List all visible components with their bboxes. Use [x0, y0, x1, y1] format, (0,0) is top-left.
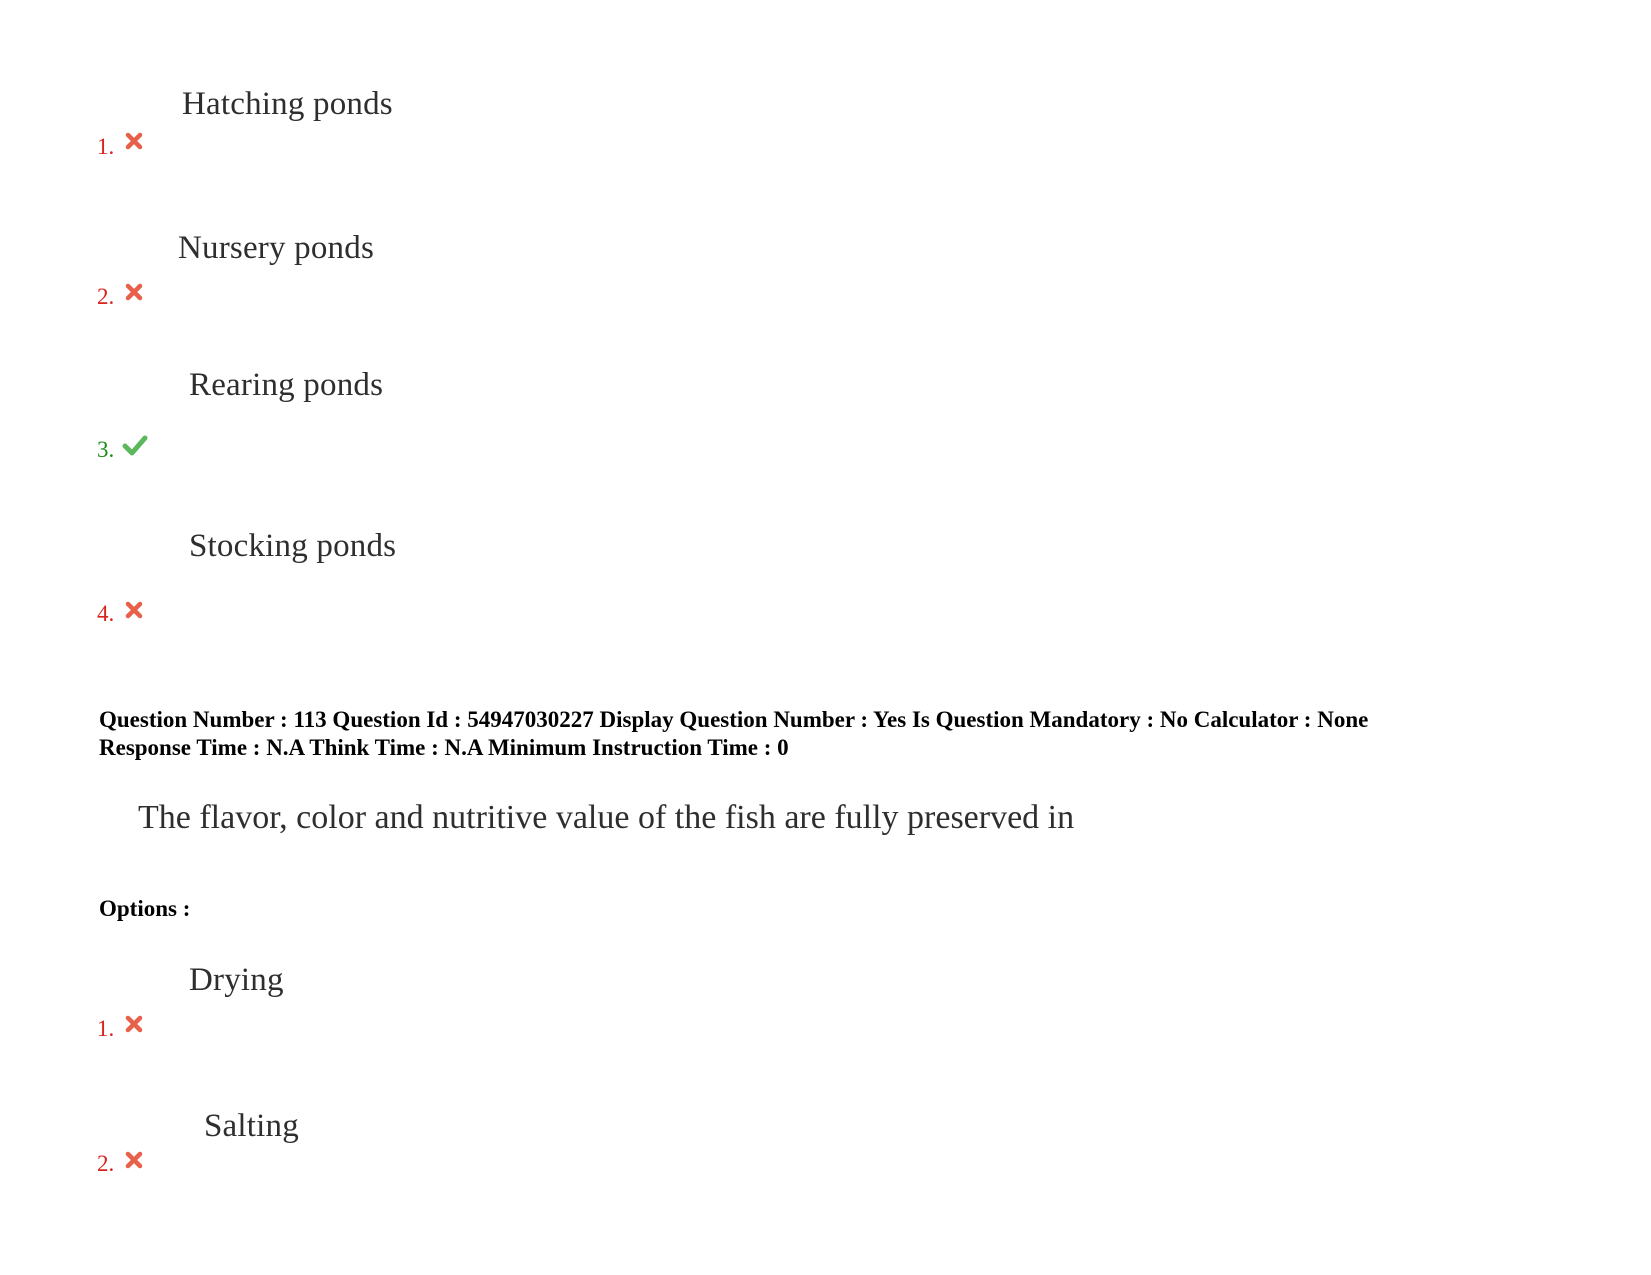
- option-number: 3.: [97, 437, 115, 462]
- cross-icon: [125, 132, 143, 150]
- question-meta-line1: Question Number : 113 Question Id : 54947030227 Display Question Number : Yes Is Question Mandatory : No Calculator : None: [99, 707, 1369, 732]
- question-text: The flavor, color and nutritive value of the fish are fully preserved in: [138, 799, 1075, 836]
- cross-icon: [125, 601, 143, 619]
- option-image-text: Nursery ponds: [178, 230, 374, 266]
- question-meta-line2: Response Time : N.A Think Time : N.A Minimum Instruction Time : 0: [99, 735, 789, 760]
- option-image-text: Salting: [204, 1108, 299, 1144]
- options-label: Options :: [99, 896, 191, 921]
- cross-icon: [125, 1015, 143, 1033]
- option-number: 1.: [97, 1016, 115, 1041]
- option-number: 2.: [97, 284, 115, 309]
- check-icon: [122, 434, 148, 456]
- option-image-text: Rearing ponds: [189, 367, 384, 403]
- option-image-text: Hatching ponds: [182, 86, 393, 122]
- option-number: 2.: [97, 1151, 115, 1176]
- cross-icon: [125, 1151, 143, 1169]
- cross-icon: [125, 283, 143, 301]
- option-image-text: Stocking ponds: [189, 528, 397, 564]
- option-number: 4.: [97, 601, 115, 626]
- option-image-text: Drying: [189, 962, 284, 998]
- option-number: 1.: [97, 134, 115, 159]
